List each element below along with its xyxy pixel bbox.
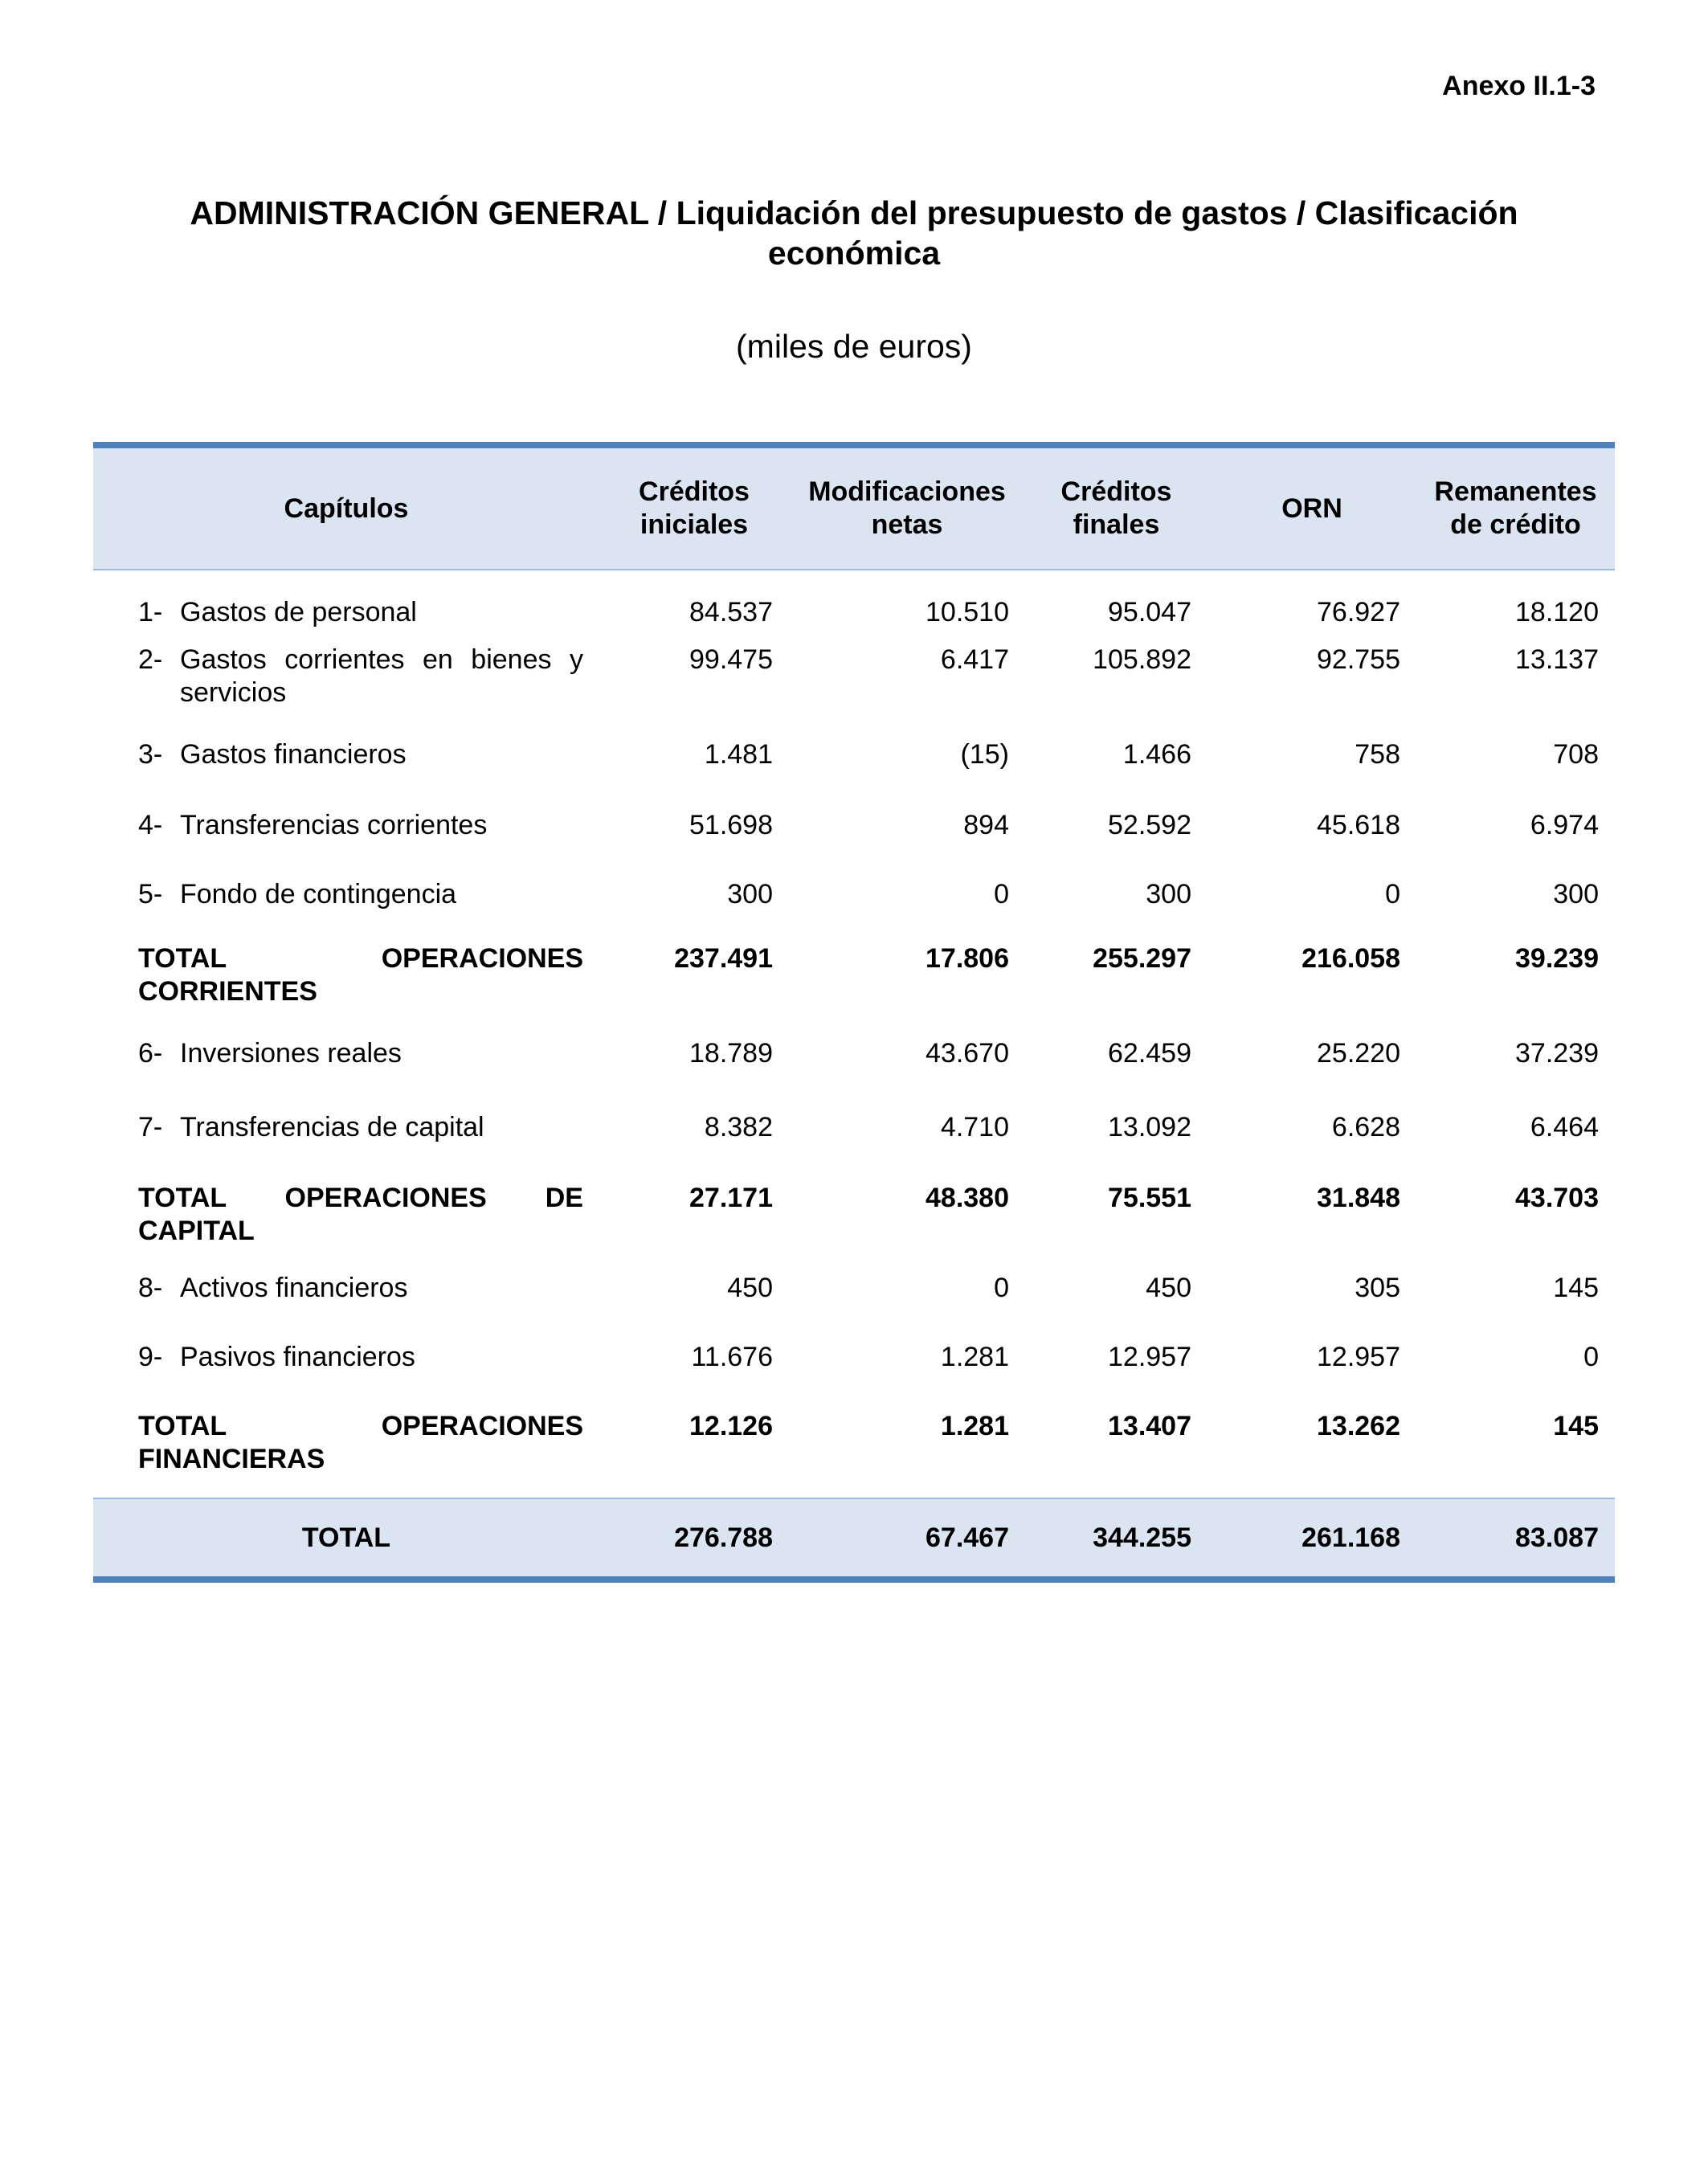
cell-value: 6.974 <box>1530 810 1599 840</box>
chapter-number: 6- <box>138 1038 163 1069</box>
cell-value: 300 <box>1146 879 1191 909</box>
chapter-label-wrap <box>138 644 583 709</box>
chapter-cell <box>93 1026 599 1100</box>
chapter-number: 9- <box>138 1342 163 1372</box>
subtotal-row <box>93 1399 1615 1498</box>
cell-value: 145 <box>1553 1273 1599 1303</box>
cell-value: 62.459 <box>1108 1038 1191 1069</box>
chapter-cell <box>93 570 599 632</box>
cell-value: 0 <box>1583 1342 1599 1372</box>
cell-value: 450 <box>1146 1273 1191 1303</box>
cell-value: 11.676 <box>691 1342 773 1372</box>
cell-value: 37.239 <box>1515 1038 1599 1069</box>
cell-value: 758 <box>1355 739 1400 770</box>
chapter-label-wrap <box>138 738 583 771</box>
total-value: 67.467 <box>926 1522 1009 1553</box>
total-value: 261.168 <box>1301 1522 1400 1553</box>
cell-value: 6.628 <box>1331 1112 1400 1142</box>
header-modificaciones-netas: Modificaciones netas <box>808 476 1006 540</box>
chapter-label: Transferencias de capital <box>180 1112 484 1142</box>
cell-value: 450 <box>727 1273 773 1303</box>
chapter-label: Pasivos financieros <box>180 1342 415 1372</box>
units-subtitle: (miles de euros) <box>736 328 972 365</box>
cell-value: 13.092 <box>1108 1112 1191 1142</box>
subtotal-label: TOTAL OPERACIONES FINANCIERAS <box>138 1411 583 1474</box>
subtotal-value: 13.262 <box>1317 1411 1400 1441</box>
total-row <box>93 1498 1615 1580</box>
header-orn: ORN <box>1281 492 1342 524</box>
cell-value: 76.927 <box>1317 597 1400 627</box>
cell-value: 18.120 <box>1515 597 1599 627</box>
header-remanentes: Remanentes de crédito <box>1434 476 1597 540</box>
cell-value: 8.382 <box>704 1112 773 1142</box>
cell-value: 51.698 <box>689 810 773 840</box>
subtotal-value: 31.848 <box>1317 1183 1400 1213</box>
total-value: 276.788 <box>674 1522 773 1553</box>
subtotal-label: TOTAL OPERACIONES DE CAPITAL <box>138 1183 583 1246</box>
header-creditos-iniciales: Créditos iniciales <box>639 476 750 540</box>
header-capitulos: Capítulos <box>284 492 409 524</box>
subtotal-value: 255.297 <box>1093 943 1191 974</box>
subtotal-row <box>93 931 1615 1026</box>
total-value: 83.087 <box>1515 1522 1599 1553</box>
chapter-number: 4- <box>138 810 163 840</box>
cell-value: 12.957 <box>1317 1342 1400 1372</box>
chapter-cell <box>93 632 599 727</box>
table-row <box>93 1026 1615 1100</box>
chapter-number: 1- <box>138 597 163 627</box>
table-header-row <box>93 445 1615 570</box>
table-row <box>93 867 1615 931</box>
chapter-cell <box>93 798 599 867</box>
chapter-label: Transferencias corrientes <box>180 810 488 840</box>
cell-value: 6.464 <box>1530 1112 1599 1142</box>
cell-value: 52.592 <box>1108 810 1191 840</box>
table-row <box>93 570 1615 632</box>
chapter-label: Gastos financieros <box>180 739 407 770</box>
chapter-label-wrap <box>138 1272 583 1305</box>
cell-value: 300 <box>727 879 773 909</box>
cell-value: 105.892 <box>1093 644 1191 675</box>
subtotal-value: 48.380 <box>926 1183 1009 1213</box>
budget-table <box>93 442 1615 1583</box>
cell-value: (15) <box>960 739 1009 770</box>
subtotal-value: 13.407 <box>1108 1411 1191 1441</box>
cell-value: 12.957 <box>1108 1342 1191 1372</box>
chapter-label-wrap <box>138 1111 583 1144</box>
cell-value: 0 <box>1385 879 1400 909</box>
cell-value: 305 <box>1355 1273 1400 1303</box>
header-creditos-finales: Créditos finales <box>1060 476 1172 540</box>
cell-value: 4.710 <box>940 1112 1009 1142</box>
table-row <box>93 798 1615 867</box>
chapter-label-wrap <box>138 878 583 911</box>
cell-value: 92.755 <box>1317 644 1400 675</box>
annex-label: Anexo II.1-3 <box>1442 71 1596 101</box>
cell-value: 6.417 <box>940 644 1009 675</box>
cell-value: 25.220 <box>1317 1038 1400 1069</box>
chapter-number: 8- <box>138 1273 163 1303</box>
total-label: TOTAL <box>301 1522 391 1553</box>
total-value: 344.255 <box>1093 1522 1191 1553</box>
chapter-label-wrap <box>138 1341 583 1374</box>
page-title: ADMINISTRACIÓN GENERAL / Liquidación del presupuesto de gastos / Clasificación económica <box>190 194 1518 272</box>
cell-value: 708 <box>1553 739 1599 770</box>
table-body <box>93 570 1615 1498</box>
chapter-cell <box>93 1330 599 1399</box>
chapter-label: Gastos corrientes en bienes y servicios <box>180 644 583 708</box>
cell-value: 13.137 <box>1515 644 1599 675</box>
subtotal-value: 237.491 <box>674 943 773 974</box>
subtotal-label: TOTAL OPERACIONES CORRIENTES <box>138 943 583 1007</box>
table-row <box>93 727 1615 798</box>
chapter-number: 7- <box>138 1112 163 1142</box>
chapter-label: Inversiones reales <box>180 1038 402 1069</box>
subtotal-value: 43.703 <box>1515 1183 1599 1213</box>
subtotal-value: 216.058 <box>1301 943 1400 974</box>
cell-value: 300 <box>1553 879 1599 909</box>
cell-value: 43.670 <box>926 1038 1009 1069</box>
subtotal-row <box>93 1171 1615 1261</box>
subtotal-value: 75.551 <box>1108 1183 1191 1213</box>
cell-value: 18.789 <box>689 1038 773 1069</box>
chapter-label-wrap <box>138 809 583 842</box>
cell-value: 1.466 <box>1122 739 1191 770</box>
chapter-number: 3- <box>138 739 163 770</box>
cell-value: 45.618 <box>1317 810 1400 840</box>
chapter-number: 5- <box>138 879 163 909</box>
cell-value: 894 <box>963 810 1009 840</box>
table-row <box>93 632 1615 727</box>
table-row <box>93 1261 1615 1330</box>
cell-value: 99.475 <box>689 644 773 675</box>
cell-value: 1.281 <box>940 1342 1009 1372</box>
chapter-label: Activos financieros <box>180 1273 408 1303</box>
cell-value: 95.047 <box>1108 597 1191 627</box>
table-row <box>93 1100 1615 1171</box>
cell-value: 84.537 <box>689 597 773 627</box>
chapter-label-wrap <box>138 1037 583 1070</box>
chapter-cell <box>93 727 599 798</box>
cell-value: 10.510 <box>926 597 1009 627</box>
cell-value: 0 <box>994 879 1009 909</box>
subtotal-value: 12.126 <box>689 1411 773 1441</box>
chapter-cell <box>93 1261 599 1330</box>
chapter-number: 2- <box>138 644 163 675</box>
subtotal-value: 27.171 <box>689 1183 773 1213</box>
chapter-label: Gastos de personal <box>180 597 417 627</box>
cell-value: 1.481 <box>704 739 773 770</box>
cell-value: 0 <box>994 1273 1009 1303</box>
chapter-label-wrap <box>138 596 583 629</box>
subtotal-value: 39.239 <box>1515 943 1599 974</box>
subtotal-value: 145 <box>1553 1411 1599 1441</box>
chapter-cell <box>93 867 599 931</box>
chapter-cell <box>93 1100 599 1171</box>
table-row <box>93 1330 1615 1399</box>
subtotal-value: 17.806 <box>926 943 1009 974</box>
chapter-label: Fondo de contingencia <box>180 879 457 909</box>
subtotal-value: 1.281 <box>940 1411 1009 1441</box>
